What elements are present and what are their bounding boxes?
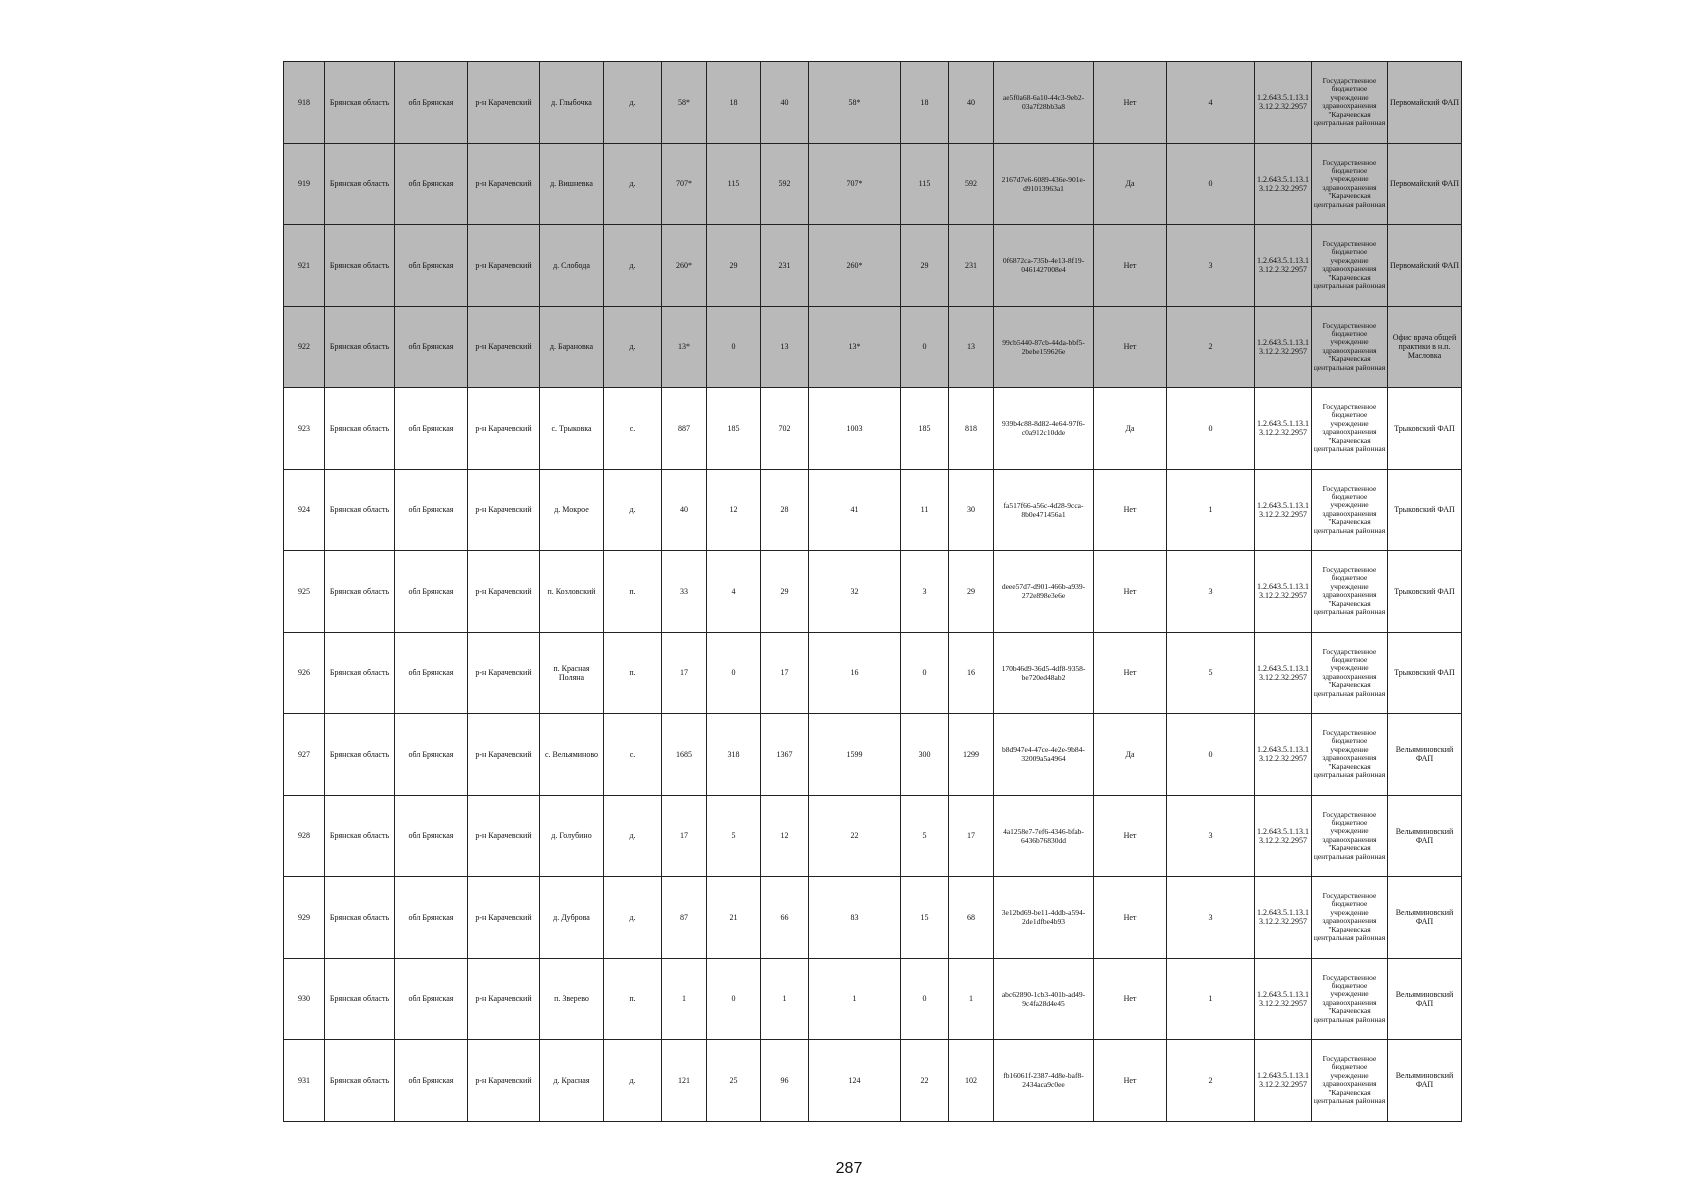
cell-organization-oid: 1.2.643.5.1.13.13.12.2.32.2957 [1255,143,1312,225]
cell-region-code: обл Брянская [395,877,468,959]
cell-organization-name: Государственное бюджетное учреждение здравоохранения "Карачевская центральная районная [1312,225,1388,307]
cell-region: Брянская область [325,143,395,225]
cell-settlement-type: д. [604,877,662,959]
cell-organization-oid: 1.2.643.5.1.13.13.12.2.32.2957 [1255,551,1312,633]
cell-population-adults-2: 68 [949,877,994,959]
cell-region-code: обл Брянская [395,958,468,1040]
cell-settlement-guid: 99cb5440-87cb-44da-bbf5-2bebe159626e [994,306,1094,388]
cell-population-total: 58* [662,62,707,144]
cell-population-children-2: 0 [901,306,949,388]
cell-organization-name: Государственное бюджетное учреждение здравоохранения "Карачевская центральная районная [1312,143,1388,225]
cell-population-total-2: 260* [809,225,901,307]
cell-region: Брянская область [325,632,395,714]
cell-row-number: 925 [284,551,325,633]
cell-row-number: 926 [284,632,325,714]
cell-distance: 1 [1167,958,1255,1040]
cell-population-total: 887 [662,388,707,470]
cell-population-total-2: 1003 [809,388,901,470]
cell-region: Брянская область [325,388,395,470]
cell-population-total: 707* [662,143,707,225]
cell-row-number: 919 [284,143,325,225]
cell-population-children-2: 29 [901,225,949,307]
cell-organization-oid: 1.2.643.5.1.13.13.12.2.32.2957 [1255,714,1312,796]
cell-district: р-н Карачевский [468,469,540,551]
cell-organization-oid: 1.2.643.5.1.13.13.12.2.32.2957 [1255,388,1312,470]
cell-settlement: с. Трыковка [540,388,604,470]
cell-region-code: обл Брянская [395,62,468,144]
cell-row-number: 924 [284,469,325,551]
cell-has-facility: Нет [1094,551,1167,633]
table-row [284,551,1462,633]
cell-settlement-guid: ae5f0a68-6a10-44c3-9eb2-03a7f28bb3a8 [994,62,1094,144]
cell-facility-name: Трыковский ФАП [1388,551,1462,633]
cell-row-number: 928 [284,795,325,877]
cell-population-total-2: 41 [809,469,901,551]
cell-population-adults: 28 [761,469,809,551]
cell-facility-name: Вельяминовский ФАП [1388,714,1462,796]
cell-settlement-guid: abc62890-1cb3-401b-ad49-9c4fa28d4e45 [994,958,1094,1040]
cell-settlement-guid: deee57d7-d901-466b-a939-272e898e3e6e [994,551,1094,633]
cell-population-adults: 40 [761,62,809,144]
cell-has-facility: Нет [1094,632,1167,714]
cell-population-adults: 1 [761,958,809,1040]
cell-has-facility: Нет [1094,958,1167,1040]
cell-facility-name: Вельяминовский ФАП [1388,795,1462,877]
cell-facility-name: Первомайский ФАП [1388,225,1462,307]
cell-region-code: обл Брянская [395,1040,468,1122]
cell-population-total-2: 16 [809,632,901,714]
cell-settlement-guid: b8d947e4-47ce-4e2e-9b84-32009a5a4964 [994,714,1094,796]
cell-district: р-н Карачевский [468,632,540,714]
cell-organization-name: Государственное бюджетное учреждение здравоохранения "Карачевская центральная районная [1312,795,1388,877]
cell-settlement-type: с. [604,714,662,796]
cell-population-children-2: 22 [901,1040,949,1122]
cell-settlement-type: п. [604,632,662,714]
cell-organization-oid: 1.2.643.5.1.13.13.12.2.32.2957 [1255,795,1312,877]
cell-settlement-type: п. [604,551,662,633]
cell-district: р-н Карачевский [468,143,540,225]
cell-organization-oid: 1.2.643.5.1.13.13.12.2.32.2957 [1255,225,1312,307]
cell-has-facility: Да [1094,388,1167,470]
cell-region: Брянская область [325,877,395,959]
cell-population-total: 1685 [662,714,707,796]
cell-population-children: 12 [707,469,761,551]
table-row [284,958,1462,1040]
cell-population-children-2: 18 [901,62,949,144]
cell-population-children-2: 300 [901,714,949,796]
cell-district: р-н Карачевский [468,225,540,307]
cell-district: р-н Карачевский [468,958,540,1040]
cell-population-total: 87 [662,877,707,959]
cell-row-number: 927 [284,714,325,796]
cell-settlement-guid: 0f6872ca-735b-4e13-8f19-0461427008e4 [994,225,1094,307]
cell-district: р-н Карачевский [468,306,540,388]
cell-facility-name: Трыковский ФАП [1388,632,1462,714]
cell-distance: 2 [1167,306,1255,388]
cell-district: р-н Карачевский [468,877,540,959]
cell-has-facility: Нет [1094,225,1167,307]
cell-population-total-2: 124 [809,1040,901,1122]
cell-has-facility: Нет [1094,469,1167,551]
cell-row-number: 930 [284,958,325,1040]
cell-organization-name: Государственное бюджетное учреждение здравоохранения "Карачевская центральная районная [1312,714,1388,796]
cell-settlement-type: д. [604,143,662,225]
table-row [284,306,1462,388]
cell-distance: 3 [1167,877,1255,959]
cell-settlement: д. Вишневка [540,143,604,225]
cell-population-adults-2: 40 [949,62,994,144]
cell-settlement-type: д. [604,62,662,144]
cell-population-total: 33 [662,551,707,633]
cell-organization-name: Государственное бюджетное учреждение здравоохранения "Карачевская центральная районная [1312,551,1388,633]
cell-region: Брянская область [325,551,395,633]
cell-organization-name: Государственное бюджетное учреждение здравоохранения "Карачевская центральная районная [1312,877,1388,959]
cell-population-children-2: 0 [901,632,949,714]
cell-settlement-guid: fa517f66-a56c-4d28-9cca-8b0e471456a1 [994,469,1094,551]
cell-distance: 5 [1167,632,1255,714]
cell-population-adults: 12 [761,795,809,877]
cell-settlement-guid: 939b4c88-8d82-4e64-97f6-c0a912c10dde [994,388,1094,470]
cell-settlement-type: д. [604,225,662,307]
cell-settlement: д. Барановка [540,306,604,388]
cell-facility-name: Офис врача общей практики в н.п. Масловка [1388,306,1462,388]
cell-distance: 3 [1167,551,1255,633]
cell-distance: 3 [1167,225,1255,307]
cell-settlement: д. Мокрое [540,469,604,551]
cell-population-total-2: 32 [809,551,901,633]
cell-population-adults-2: 818 [949,388,994,470]
cell-population-total: 121 [662,1040,707,1122]
cell-settlement: д. Глыбочка [540,62,604,144]
table-row [284,714,1462,796]
cell-population-children-2: 185 [901,388,949,470]
cell-district: р-н Карачевский [468,388,540,470]
cell-population-adults: 592 [761,143,809,225]
table-row [284,388,1462,470]
cell-facility-name: Первомайский ФАП [1388,143,1462,225]
cell-distance: 0 [1167,143,1255,225]
cell-population-children-2: 5 [901,795,949,877]
cell-distance: 4 [1167,62,1255,144]
cell-population-total-2: 22 [809,795,901,877]
cell-organization-name: Государственное бюджетное учреждение здравоохранения "Карачевская центральная районная [1312,958,1388,1040]
table-row [284,469,1462,551]
cell-settlement-type: с. [604,388,662,470]
cell-population-total-2: 1 [809,958,901,1040]
cell-organization-oid: 1.2.643.5.1.13.13.12.2.32.2957 [1255,958,1312,1040]
cell-population-total-2: 707* [809,143,901,225]
cell-organization-name: Государственное бюджетное учреждение здравоохранения "Карачевская центральная районная [1312,1040,1388,1122]
table-row [284,225,1462,307]
cell-distance: 0 [1167,714,1255,796]
cell-has-facility: Да [1094,714,1167,796]
cell-organization-oid: 1.2.643.5.1.13.13.12.2.32.2957 [1255,62,1312,144]
cell-settlement-type: д. [604,469,662,551]
cell-population-adults: 231 [761,225,809,307]
settlements-table [283,61,1462,1122]
cell-population-adults: 1367 [761,714,809,796]
page-number: 287 [835,1160,863,1177]
cell-region-code: обл Брянская [395,795,468,877]
cell-region: Брянская область [325,958,395,1040]
cell-organization-name: Государственное бюджетное учреждение здравоохранения "Карачевская центральная районная [1312,632,1388,714]
cell-row-number: 929 [284,877,325,959]
cell-settlement-guid: fb16061f-2387-4d8e-baf8-2434aca9c0ee [994,1040,1094,1122]
cell-organization-name: Государственное бюджетное учреждение здравоохранения "Карачевская центральная районная [1312,306,1388,388]
cell-has-facility: Нет [1094,877,1167,959]
cell-population-total: 40 [662,469,707,551]
cell-population-children: 115 [707,143,761,225]
cell-row-number: 918 [284,62,325,144]
table-body [284,62,1462,1122]
cell-region: Брянская область [325,469,395,551]
cell-population-adults-2: 592 [949,143,994,225]
cell-row-number: 922 [284,306,325,388]
cell-district: р-н Карачевский [468,1040,540,1122]
cell-distance: 1 [1167,469,1255,551]
cell-population-total-2: 1599 [809,714,901,796]
cell-population-children: 4 [707,551,761,633]
cell-population-total: 13* [662,306,707,388]
cell-population-children-2: 15 [901,877,949,959]
cell-row-number: 931 [284,1040,325,1122]
cell-population-children: 318 [707,714,761,796]
cell-has-facility: Да [1094,143,1167,225]
cell-region: Брянская область [325,225,395,307]
cell-population-children: 18 [707,62,761,144]
cell-population-children-2: 3 [901,551,949,633]
table-row [284,877,1462,959]
cell-facility-name: Вельяминовский ФАП [1388,958,1462,1040]
cell-settlement-guid: 4a1258e7-7ef6-4346-bfab-6436b76830dd [994,795,1094,877]
cell-population-children-2: 0 [901,958,949,1040]
cell-population-children: 5 [707,795,761,877]
cell-population-children: 0 [707,632,761,714]
cell-population-total: 1 [662,958,707,1040]
cell-settlement: д. Голубино [540,795,604,877]
cell-population-adults-2: 231 [949,225,994,307]
cell-population-total-2: 83 [809,877,901,959]
cell-settlement-guid: 3e12bd69-be11-4ddb-a594-2de1dfbe4b93 [994,877,1094,959]
cell-region-code: обл Брянская [395,143,468,225]
cell-facility-name: Вельяминовский ФАП [1388,877,1462,959]
cell-settlement-guid: 2167d7e6-6089-436e-901e-d91013963a1 [994,143,1094,225]
table-row [284,632,1462,714]
cell-organization-name: Государственное бюджетное учреждение здравоохранения "Карачевская центральная районная [1312,388,1388,470]
cell-settlement: д. Слобода [540,225,604,307]
cell-has-facility: Нет [1094,795,1167,877]
cell-distance: 3 [1167,795,1255,877]
cell-district: р-н Карачевский [468,795,540,877]
cell-region: Брянская область [325,1040,395,1122]
cell-facility-name: Вельяминовский ФАП [1388,1040,1462,1122]
cell-facility-name: Первомайский ФАП [1388,62,1462,144]
cell-organization-oid: 1.2.643.5.1.13.13.12.2.32.2957 [1255,469,1312,551]
cell-population-children: 0 [707,958,761,1040]
table-row [284,143,1462,225]
cell-population-total: 260* [662,225,707,307]
cell-settlement-guid: 170b46d9-36d5-4df8-9358-be720ed48ab2 [994,632,1094,714]
table-row [284,795,1462,877]
cell-population-adults: 29 [761,551,809,633]
cell-organization-oid: 1.2.643.5.1.13.13.12.2.32.2957 [1255,877,1312,959]
cell-population-total-2: 58* [809,62,901,144]
cell-settlement-type: д. [604,1040,662,1122]
cell-population-adults: 96 [761,1040,809,1122]
cell-organization-oid: 1.2.643.5.1.13.13.12.2.32.2957 [1255,306,1312,388]
cell-population-children-2: 115 [901,143,949,225]
cell-settlement: д. Дуброва [540,877,604,959]
cell-settlement: с. Вельяминово [540,714,604,796]
cell-facility-name: Трыковский ФАП [1388,388,1462,470]
cell-population-adults-2: 30 [949,469,994,551]
cell-settlement: п. Красная Поляна [540,632,604,714]
cell-organization-name: Государственное бюджетное учреждение здравоохранения "Карачевская центральная районная [1312,62,1388,144]
cell-district: р-н Карачевский [468,714,540,796]
table-row [284,62,1462,144]
cell-region-code: обл Брянская [395,714,468,796]
cell-settlement: п. Козловский [540,551,604,633]
cell-region: Брянская область [325,714,395,796]
cell-population-total: 17 [662,795,707,877]
cell-settlement-type: п. [604,958,662,1040]
cell-district: р-н Карачевский [468,551,540,633]
cell-population-adults: 66 [761,877,809,959]
cell-row-number: 921 [284,225,325,307]
cell-region: Брянская область [325,62,395,144]
cell-settlement-type: д. [604,795,662,877]
cell-facility-name: Трыковский ФАП [1388,469,1462,551]
cell-population-adults: 13 [761,306,809,388]
cell-settlement: п. Зверево [540,958,604,1040]
cell-region-code: обл Брянская [395,469,468,551]
cell-has-facility: Нет [1094,1040,1167,1122]
cell-population-adults-2: 16 [949,632,994,714]
cell-population-total: 17 [662,632,707,714]
cell-has-facility: Нет [1094,62,1167,144]
cell-district: р-н Карачевский [468,62,540,144]
cell-distance: 2 [1167,1040,1255,1122]
cell-population-total-2: 13* [809,306,901,388]
cell-population-children: 25 [707,1040,761,1122]
cell-population-children: 185 [707,388,761,470]
cell-region-code: обл Брянская [395,632,468,714]
cell-region-code: обл Брянская [395,225,468,307]
cell-region-code: обл Брянская [395,306,468,388]
cell-population-children: 29 [707,225,761,307]
cell-population-adults-2: 13 [949,306,994,388]
cell-has-facility: Нет [1094,306,1167,388]
cell-organization-oid: 1.2.643.5.1.13.13.12.2.32.2957 [1255,632,1312,714]
cell-population-adults: 17 [761,632,809,714]
cell-distance: 0 [1167,388,1255,470]
cell-region: Брянская область [325,306,395,388]
cell-region: Брянская область [325,795,395,877]
cell-population-children: 21 [707,877,761,959]
cell-population-adults-2: 29 [949,551,994,633]
cell-settlement-type: д. [604,306,662,388]
table-row [284,1040,1462,1122]
cell-population-adults-2: 17 [949,795,994,877]
cell-population-adults-2: 1299 [949,714,994,796]
cell-organization-name: Государственное бюджетное учреждение здравоохранения "Карачевская центральная районная [1312,469,1388,551]
cell-population-children: 0 [707,306,761,388]
cell-region-code: обл Брянская [395,551,468,633]
cell-row-number: 923 [284,388,325,470]
cell-region-code: обл Брянская [395,388,468,470]
cell-settlement: д. Красная [540,1040,604,1122]
cell-organization-oid: 1.2.643.5.1.13.13.12.2.32.2957 [1255,1040,1312,1122]
cell-population-children-2: 11 [901,469,949,551]
cell-population-adults: 702 [761,388,809,470]
cell-population-adults-2: 102 [949,1040,994,1122]
cell-population-adults-2: 1 [949,958,994,1040]
